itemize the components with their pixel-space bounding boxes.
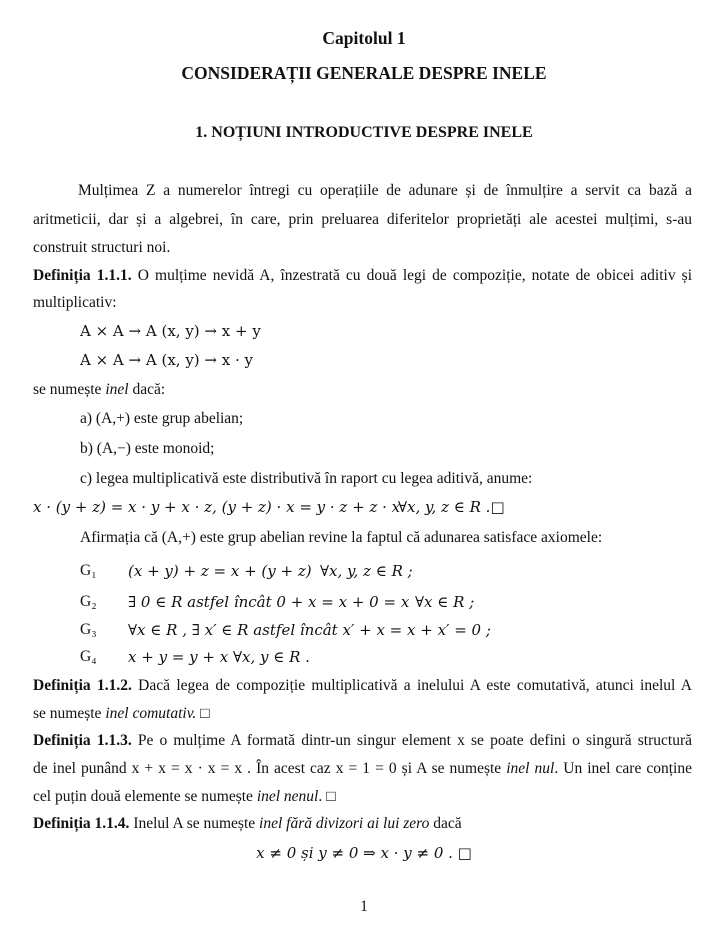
definition-3-line-3: [33, 788, 336, 806]
text: cel puțin două elemente se numește: [33, 788, 257, 805]
text: se numește: [33, 381, 106, 398]
end-mark: □: [196, 705, 210, 722]
definition-2-line-1: [33, 677, 692, 695]
axiom-g4: x + y = y + x ∀x, y ∈ R .: [128, 648, 310, 666]
abelian-statement: Afirmația că (A,+) este grup abelian revine la faptul că adunarea satisface axiomele:: [80, 529, 603, 546]
definition-label: Definiția 1.1.3.: [33, 732, 132, 749]
axiom-g3-label: G₃: [80, 621, 97, 638]
intro-line-2: aritmeticii, dar și a algebrei, în care, prin preluarea diferitelor proprietăți ale acestei mulțimi, s-au: [33, 211, 692, 228]
axiom-g1-quantifier: ∀x, y, z ∈ R ;: [320, 562, 413, 580]
text: dacă: [429, 815, 462, 832]
text: Inelul A se numește: [129, 815, 260, 832]
axiom-g3: ∀x ∈ R , ∃ x′ ∈ R astfel încât x′ + x = x + x′ = 0 ;: [128, 621, 491, 639]
distributivity-quantifier: ∀x, y, z ∈ R .□: [398, 498, 505, 516]
axiom-g2-label: G₂: [80, 593, 97, 610]
intro-line-3: construit structuri noi.: [33, 239, 171, 256]
condition-a: a) (A,+) este grup abelian;: [80, 410, 244, 427]
term-inel-nenul: inel nenul: [256, 788, 319, 805]
definition-2-line-2: [33, 705, 210, 723]
map-multiplication: A × A → A (x, y) → x · y: [80, 351, 253, 369]
term-inel-fara-divizori: inel fără divizori ai lui zero: [259, 815, 430, 832]
page-number: 1: [360, 898, 368, 915]
definition-1-line-2: multiplicativ:: [33, 294, 117, 311]
map-addition: A × A → A (x, y) → x + y: [80, 322, 261, 340]
definition-label: Definiția 1.1.4.: [33, 815, 130, 832]
definition-4-line-1: [33, 815, 462, 833]
definition-1-line-1: [33, 267, 692, 285]
intro-line-1: Mulțimea Z a numerelor întregi cu operațiile de adunare și de înmulțire a servit ca bază a: [78, 182, 692, 199]
distributivity-formula: x · (y + z) = x · y + x · z, (y + z) · x = y · z + z · x: [33, 498, 401, 516]
term-inel: inel: [105, 381, 129, 398]
chapter-title: CONSIDERAȚII GENERALE DESPRE INELE: [181, 63, 547, 83]
definition-text: Dacă legea de compoziție multiplicativă a inelului A este comutativă, atunci inelul A: [131, 677, 692, 694]
definition-text: O mulțime nevidă A, înzestrată cu două legi de compoziție, notate de obicei aditiv și: [131, 267, 693, 284]
text: dacă:: [128, 381, 166, 398]
term-inel-nul: inel nul: [506, 760, 555, 777]
definition-3-line-1: [33, 732, 692, 750]
axiom-g2-quantifier: ∀x ∈ R ;: [415, 593, 475, 611]
text: . Un inel care conține: [554, 760, 692, 777]
chapter-heading: Capitolul 1: [322, 28, 406, 48]
axiom-g2: ∃ 0 ∈ R astfel încât 0 + x = x + 0 = x: [128, 593, 410, 611]
text: de inel punând x + x = x · x = x . În acest caz x = 1 = 0 și A se numește: [33, 760, 507, 777]
axiom-g4-label: G₄: [80, 648, 97, 665]
axiom-g1: (x + y) + z = x + (y + z): [128, 562, 312, 580]
definition-label: Definiția 1.1.1.: [33, 267, 132, 284]
section-heading: 1. NOȚIUNI INTRODUCTIVE DESPRE INELE: [195, 124, 533, 141]
end-mark: . □: [318, 788, 336, 805]
definition-text: Pe o mulțime A formată dintr-un singur element x se poate defini o singură structură: [131, 732, 693, 749]
definition-3-line-2: [33, 760, 692, 778]
condition-b: b) (A,−) este monoid;: [80, 440, 215, 457]
definition-label: Definiția 1.1.2.: [33, 677, 132, 694]
condition-c: c) legea multiplicativă este distributivă în raport cu legea aditivă, anume:: [80, 470, 533, 487]
definition-1-line-3: [33, 381, 165, 399]
term-inel-comutativ: inel comutativ.: [105, 705, 197, 722]
zero-divisor-condition: x ≠ 0 și y ≠ 0 ⇒ x · y ≠ 0 . □: [256, 844, 472, 862]
text: se numește: [33, 705, 106, 722]
axiom-g1-label: G₁: [80, 562, 97, 579]
